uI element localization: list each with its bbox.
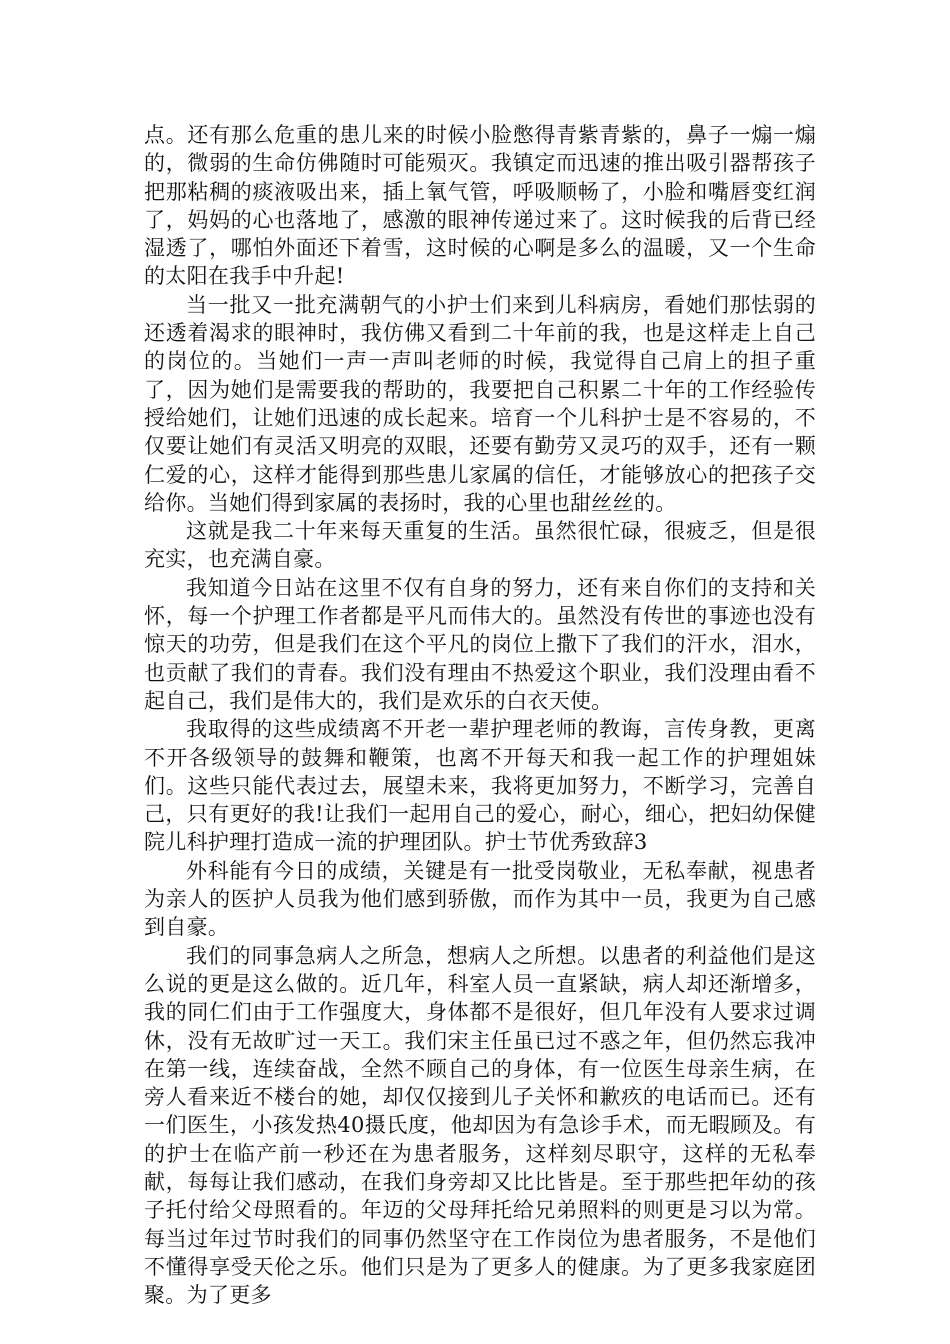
paragraph-3: 这就是我二十年来每天重复的生活。虽然很忙碌，很疲乏，但是很充实，也充满自豪。 — [144, 519, 816, 572]
paragraph-7: 我们的同事急病人之所急，想病人之所想。以患者的利益他们是这么说的更是这么做的。近几年，科室人员一直紧缺，病人却还渐增多，我的同仁们由于工作强度大，身体都不是很好，但几年没有人要求过调休，没有无故旷过一天工。我们宋主任虽已过不惑之年，但仍然忘我冲在第一线，连续奋战，全然不顾自己的身体，有一位医生母亲生病，在旁人看来近不楼台的她，却仅仅接到儿子关怀和歉疚的电话而已。还有一们医生，小孩发热40摄氏度，他却因为有急诊手术，而无暇顾及。有的护士在临产前一秒还在为患者服务，这样刻尽职守，这样的无私奉献，每每让我们感动，在我们身旁却又比比皆是。至于那些把年幼的孩子托付给父母照看的。年迈的父母拜托给兄弟照料的则更是习以为常。每当过年过节时我们的同事仍然坚守在工作岗位为患者服务，不是他们不懂得享受天伦之乐。他们只是为了更多人的健康。为了更多我家庭团聚。为了更多 — [144, 943, 816, 1308]
paragraph-2: 当一批又一批充满朝气的小护士们来到儿科病房，看她们那怯弱的还透着渴求的眼神时，我仿佛又看到二十年前的我，也是这样走上自己的岗位的。当她们一声一声叫老师的时候，我觉得自己肩上的担子重了，因为她们是需要我的帮助的，我要把自己积累二十年的工作经验传授给她们，让她们迅速的成长起来。培育一个儿科护士是不容易的，不仅要让她们有灵活又明亮的双眼，还要有勤劳又灵巧的双手，还有一颗仁爱的心，这样才能得到那些患儿家属的信任，才能够放心的把孩子交给你。当她们得到家属的表扬时，我的心里也甜丝丝的。 — [144, 292, 816, 515]
paragraph-5: 我取得的这些成绩离不开老一辈护理老师的教诲，言传身教，更离不开各级领导的鼓舞和鞭策，也离不开每天和我一起工作的护理姐妹们。这些只能代表过去，展望未来，我将更加努力，不断学习，完善自己，只有更好的我!让我们一起用自己的爱心，耐心，细心，把妇幼保健院儿科护理打造成一流的护理团队。护士节优秀致辞3 — [144, 717, 816, 855]
paragraph-6: 外科能有今日的成绩，关键是有一批受岗敬业，无私奉献，视患者为亲人的医护人员我为他们感到骄傲，而作为其中一员，我更为自己感到自豪。 — [144, 858, 816, 940]
paragraph-4: 我知道今日站在这里不仅有自身的努力，还有来自你们的支持和关怀，每一个护理工作者都是平凡而伟大的。虽然没有传世的事迹也没有惊天的功劳，但是我们在这个平凡的岗位上撒下了我们的汗水，泪水，也贡献了我们的青春。我们没有理由不热爱这个职业，我们没理由看不起自己，我们是伟大的，我们是欢乐的白衣天使。 — [144, 575, 816, 713]
paragraph-1: 点。还有那么危重的患儿来的时候小脸憋得青紫青紫的，鼻子一煽一煽的，微弱的生命仿佛随时可能殒灭。我镇定而迅速的推出吸引器帮孩子把那粘稠的痰液吸出来，插上氧气管，呼吸顺畅了，小脸和嘴唇变红润了，妈妈的心也落地了，感激的眼神传递过来了。这时候我的后背已经湿透了，哪怕外面还下着雪，这时候的心啊是多么的温暖，又一个生命的太阳在我手中升起! — [144, 123, 816, 289]
document-body — [144, 121, 816, 1309]
